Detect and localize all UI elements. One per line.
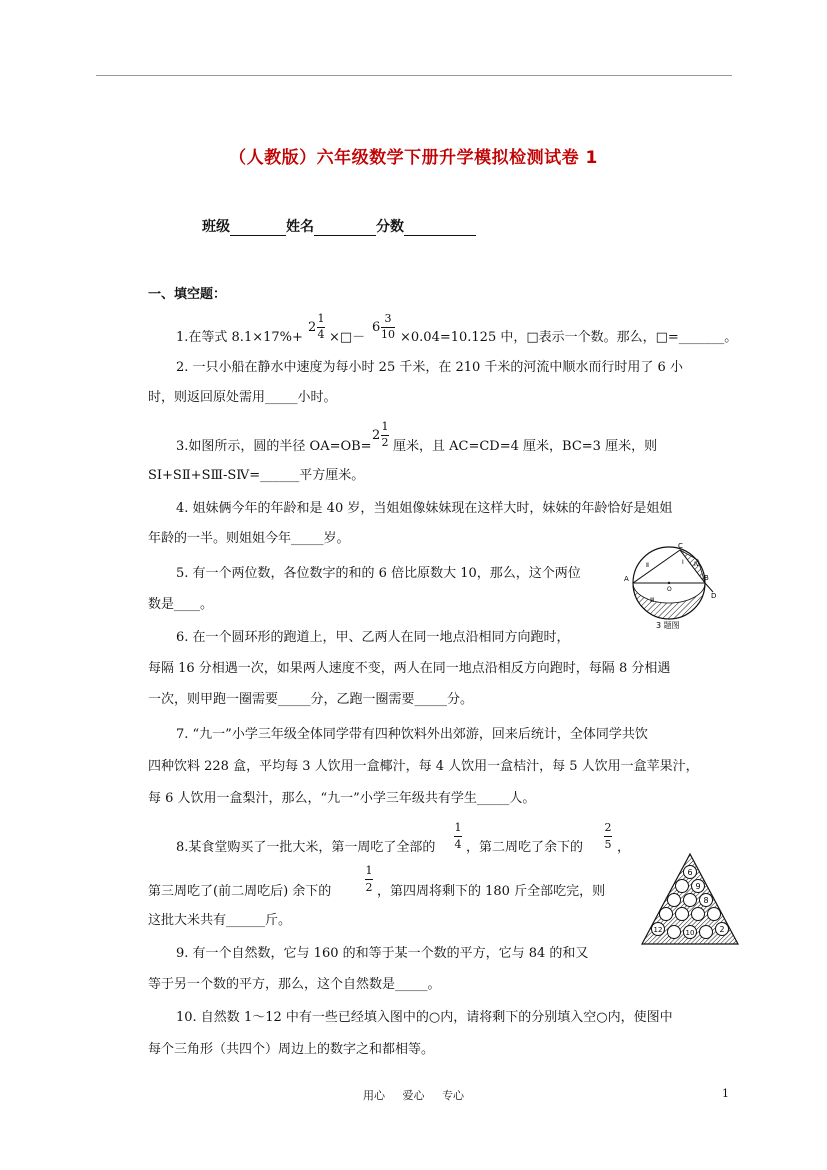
empty-circle-slot xyxy=(676,880,689,893)
student-info xyxy=(202,216,476,236)
footer-slogan xyxy=(0,1087,827,1103)
circle-number-label: 8 xyxy=(703,896,709,905)
q7-line-2: 四种饮料 228 盒，平均每 3 人饮用一盒椰汁，每 4 人饮用一盒桔汁，每 5 人饮用一盒苹果汁， xyxy=(148,759,699,774)
name-blank[interactable] xyxy=(314,221,376,236)
footer-text-2: 爱心 xyxy=(402,1089,425,1102)
circle-number-label: 2 xyxy=(719,925,725,934)
q8-den-3: 2 xyxy=(365,881,373,894)
q6-line-1: 6. 在一个圆环形的跑道上，甲、乙两人在同一地点沿相同方向跑时， xyxy=(176,630,570,645)
q1-num-2: 3 xyxy=(384,312,392,325)
q1-text-post: ×0.04=10.125 中，□表示一个数。那么，□=_______。 xyxy=(400,330,738,345)
q4-line-1: 4. 姐妹俩今年的年龄和是 40 岁，当姐姐像妹妹现在这样大时，妹妹的年龄恰好是姐姐 xyxy=(176,501,673,516)
empty-circle-slot xyxy=(668,894,681,907)
q1-den-2: 10 xyxy=(381,328,395,341)
score-blank[interactable] xyxy=(404,221,476,236)
q8-fraction-bar-3 xyxy=(365,879,373,880)
circle-number-label: 10 xyxy=(685,929,695,937)
q1-whole-1: 2 xyxy=(308,320,317,335)
q5-line-2: 数是____。 xyxy=(148,597,214,612)
q1-num-1: 1 xyxy=(317,312,325,325)
q1-text-pre: 1.在等式 8.1×17%+ xyxy=(176,330,303,345)
score-label: 分数 xyxy=(376,219,404,235)
circle-number-label: 12 xyxy=(653,926,663,934)
q10-line-1: 10. 自然数 1～12 中有一些已经填入图中的○内，请将剩下的分别填入空○内，使图中 xyxy=(176,1010,673,1025)
empty-circle-slot xyxy=(676,908,689,921)
q8-fraction-bar-1 xyxy=(454,836,462,837)
class-blank[interactable] xyxy=(230,221,286,236)
class-label: 班级 xyxy=(202,219,230,235)
q7-line-3: 每 6 人饮用一盒梨汁，那么，“九一”小学三年级共有学生_____人。 xyxy=(148,791,536,806)
label-region-i: Ⅰ xyxy=(682,559,684,566)
q8-fraction-bar-2 xyxy=(604,836,612,837)
footer-text-1: 用心 xyxy=(363,1089,385,1102)
q3-line-2: SⅠ+SⅡ+SⅢ-SⅣ=______平方厘米。 xyxy=(148,468,365,483)
label-b: B xyxy=(704,574,709,582)
center-point-o xyxy=(668,582,670,584)
q9-line-1: 9. 有一个自然数，它与 160 的和等于某一个数的平方，它与 84 的和又 xyxy=(176,946,589,961)
circle-number-label: 6 xyxy=(687,868,693,877)
empty-circle-slot xyxy=(668,926,681,939)
empty-circle-slot xyxy=(660,908,673,921)
q8-num-3: 1 xyxy=(365,864,373,877)
empty-circle-slot xyxy=(692,908,705,921)
footer-text-3: 专心 xyxy=(442,1089,464,1102)
segment-bd xyxy=(705,583,713,592)
empty-circle-slot xyxy=(684,894,697,907)
q1-den-1: 4 xyxy=(317,328,325,341)
figure-10-triangle-diagram xyxy=(640,850,740,946)
q3-whole: 2 xyxy=(372,428,381,443)
label-region-ii: Ⅱ xyxy=(646,562,649,569)
q1-whole-2: 6 xyxy=(372,320,381,335)
q6-line-3: 一次，则甲跑一圈需要_____分，乙跑一圈需要_____分。 xyxy=(148,692,474,707)
circle-number-label: 9 xyxy=(695,882,701,891)
label-a: A xyxy=(624,575,629,583)
q8-den-1: 4 xyxy=(454,838,462,851)
q9-line-2: 等于另一个数的平方，那么，这个自然数是_____。 xyxy=(148,977,441,992)
q8-text-post: ， xyxy=(617,840,631,855)
page-title: （人教版）六年级数学下册升学模拟检测试卷 1 xyxy=(229,148,598,168)
q6-line-2: 每隔 16 分相遇一次，如果两人速度不变，两人在同一地点沿相反方向跑时，每隔 8 分相遇 xyxy=(148,661,671,676)
empty-circle-slot xyxy=(700,926,713,939)
q8-line-2-pre: 第三周吃了(前二周吃后) 余下的 xyxy=(148,884,332,899)
q4-line-2: 年龄的一半。则姐姐今年_____岁。 xyxy=(148,531,350,546)
name-label: 姓名 xyxy=(286,219,314,235)
q1-text-mid: ×□－ xyxy=(329,330,366,345)
label-region-iv: Ⅳ xyxy=(694,561,700,568)
q2-line-2: 时，则返回原处需用_____小时。 xyxy=(148,390,337,405)
q5-line-1: 5. 有一个两位数，各位数字的和的 6 倍比原数大 10，那么，这个两位 xyxy=(176,566,581,581)
q8-line-2-post: ，第四周将剩下的 180 斤全部吃完，则 xyxy=(377,884,606,899)
q3-den: 2 xyxy=(381,436,389,449)
q3-text-pre: 3.如图所示，圆的半径 OA=OB= xyxy=(176,439,372,454)
q8-text-pre: 8.某食堂购买了一批大米，第一周吃了全部的 xyxy=(176,840,436,855)
q3-text-post: 厘米，且 AC=CD=4 厘米，BC=3 厘米，则 xyxy=(393,439,658,454)
section-heading: 一、填空题： xyxy=(148,287,227,302)
figure-3-circle-diagram xyxy=(622,540,724,632)
q8-text-mid: ，第二周吃了余下的 xyxy=(466,840,584,855)
empty-circle-slot xyxy=(708,908,721,921)
q3-num: 1 xyxy=(381,420,389,433)
label-region-iii: Ⅲ xyxy=(650,597,655,604)
header-rule xyxy=(96,75,732,76)
q8-num-1: 1 xyxy=(454,821,462,834)
label-c: C xyxy=(678,542,683,550)
label-o: O xyxy=(667,586,672,593)
page-number: 1 xyxy=(722,1087,729,1100)
q8-line-3: 这批大米共有______斤。 xyxy=(148,913,292,928)
chord-ac xyxy=(633,550,680,583)
q2-line-1: 2. 一只小船在静水中速度为每小时 25 千米，在 210 千米的河流中顺水而行时用了 6 小 xyxy=(176,360,683,375)
q8-den-2: 5 xyxy=(604,838,612,851)
q10-line-2: 每个三角形（共四个）周边上的数字之和都相等。 xyxy=(148,1042,435,1057)
q8-num-2: 2 xyxy=(604,821,612,834)
label-d: D xyxy=(711,592,717,600)
figure-3-caption: 3 题图 xyxy=(656,621,680,630)
q7-line-1: 7. “九一”小学三年级全体同学带有四种饮料外出郊游，回来后统计，全体同学共饮 xyxy=(176,727,648,742)
